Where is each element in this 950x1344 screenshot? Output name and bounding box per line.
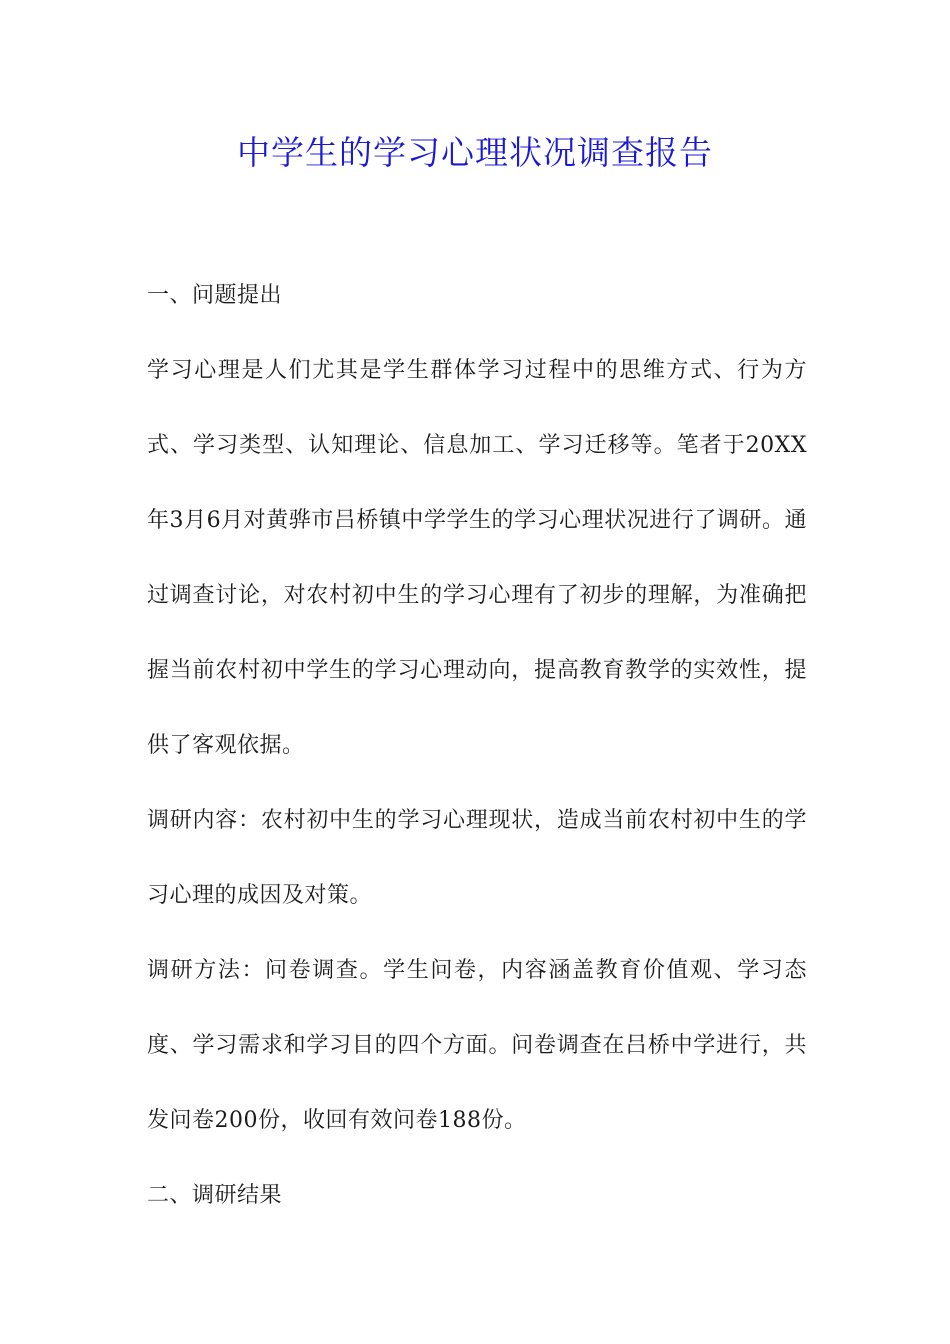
paragraph-introduction: 学习心理是人们尤其是学生群体学习过程中的思维方式、行为方式、学习类型、认知理论、信息加工、学习迁移等。笔者于20XX年3月6月对黄骅市吕桥镇中学学生的学习心理状况进行了调研。通过调查讨论，对农村初中生的学习心理有了初步的理解，为准确把握当前农村初中学生的学习心理动向，提高教育教学的实效性，提供了客观依据。 bbox=[147, 358, 807, 758]
document-body bbox=[147, 258, 807, 1233]
section-heading-results: 二、调研结果 bbox=[147, 1183, 283, 1208]
paragraph-research-content: 调研内容：农村初中生的学习心理现状，造成当前农村初中生的学习心理的成因及对策。 bbox=[147, 808, 807, 908]
paragraph-research-method: 调研方法：问卷调查。学生问卷，内容涵盖教育价值观、学习态度、学习需求和学习目的四个方面。问卷调查在吕桥中学进行，共发问卷200份，收回有效问卷188份。 bbox=[147, 958, 807, 1133]
document-title: 中学生的学习心理状况调查报告 bbox=[237, 133, 713, 172]
section-heading-problem: 一、问题提出 bbox=[147, 283, 283, 308]
